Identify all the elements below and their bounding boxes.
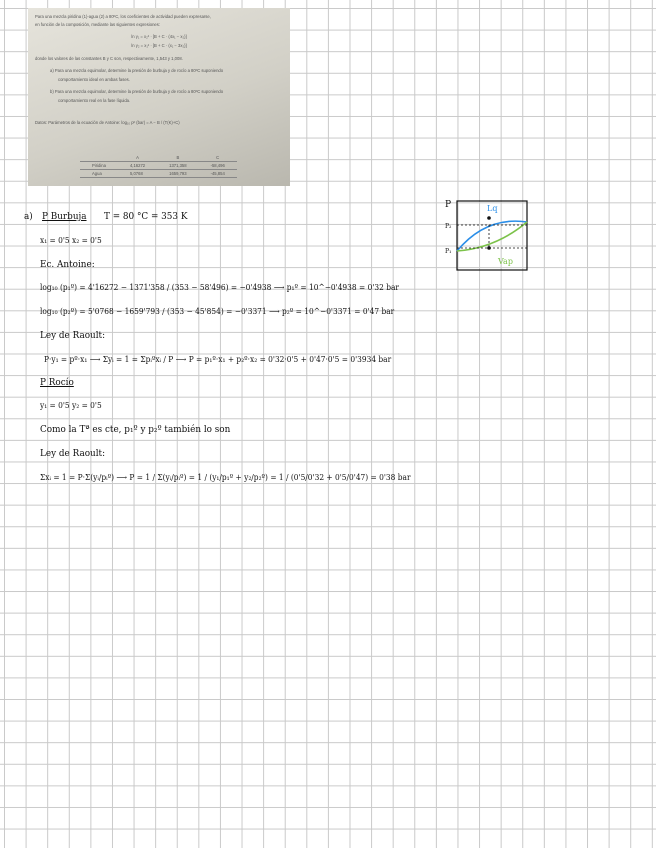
statement-line: Para una mezcla piridina (1)-agua (2) a 80ºC, los coeficientes de actividad pueden expresarse,	[35, 14, 211, 19]
statement-line: donde los valores de las constantes B y C son, respectivamente, 1,543 y 1,008.	[35, 56, 183, 61]
table-cell: Piridina	[80, 162, 118, 170]
table-row	[80, 162, 237, 170]
bubble-pressure-heading: P Burbuja	[42, 211, 87, 222]
upper-curve	[457, 221, 527, 251]
dew-pressure-heading: P Rocío	[40, 377, 74, 388]
pressure-axis-label: P	[445, 200, 452, 210]
table-header: B	[157, 154, 198, 162]
statement-line: b) Para una mezcla equimolar, determine la presión de burbuja y de rocío a 80ºC suponiendo	[50, 89, 224, 94]
antoine-parameter-table	[80, 154, 237, 178]
equation-ln-gamma-1: ln γ₁ = x₂² · [B + C · (4x₁ − x₂)]	[131, 34, 187, 39]
lower-curve	[457, 222, 527, 251]
equation-ln-gamma-2: ln γ₂ = x₁² · [B + C · (x₁ − 3x₂)]	[131, 43, 187, 48]
antoine-equation-2: log₁₀ (p₂º) = 5'0768 − 1659'793 / (353 − 45'854) = −0'3371 ⟶ p₂º = 10^−0'3371 = 0'47 bar	[40, 307, 395, 316]
antoine-equation-1: log₁₀ (p₁º) = 4'16272 − 1371'358 / (353 − 58'496) = −0'4938 ⟶ p₁º = 10^−0'4938 = 0'32 bar	[40, 283, 399, 292]
statement-line: comportamiento ideal en ambas fases.	[58, 77, 130, 82]
constant-temperature-note: Como la Tª es cte, p₁º y p₂º también lo son	[40, 424, 231, 435]
statement-line: en función de la composición, mediante las siguientes expresiones:	[35, 22, 161, 27]
raoult-label: Ley de Raoult:	[40, 448, 106, 459]
table-cell: 1371,358	[157, 162, 198, 170]
raoult-label: Ley de Raoult:	[40, 330, 106, 341]
part-a-label: a)	[24, 211, 33, 222]
table-cell: 4,16272	[118, 162, 157, 170]
table-header: C	[199, 154, 237, 162]
exercise-photo	[28, 8, 290, 186]
statement-line: a) Para una mezcla equimolar, determine la presión de burbuja y de rocío a 80ºC suponiendo	[50, 68, 224, 73]
tick-label-p1: P₁	[445, 248, 452, 255]
table-header: A	[118, 154, 157, 162]
liquid-fractions: x₁ = 0'5 x₂ = 0'5	[40, 236, 102, 245]
table-header	[80, 154, 118, 162]
pressure-composition-diagram	[441, 196, 533, 272]
statement-data-line: Datos: Parámetros de la ecuación de Antoine: log₁₀ pº (bar) = A − B / (T(K)+C)	[35, 120, 180, 125]
point-marker	[487, 216, 491, 220]
table-cell: -58,496	[199, 162, 237, 170]
temperature-line: T = 80 °C = 353 K	[104, 211, 188, 222]
table-cell: 5,0768	[118, 170, 157, 178]
bubble-pressure-equation: P·y₁ = pº·x₁ ⟶ Σyᵢ = 1 = Σpᵢºxᵢ / P ⟶ P = p₁º·x₁ + p₂º·x₂ = 0'32·0'5 + 0'47·0'5 = 0'3934 bar	[44, 355, 392, 364]
upper-curve-label: Lq	[487, 204, 498, 213]
antoine-label: Ec. Antoine:	[40, 259, 95, 270]
tick-label-p2: P₂	[445, 223, 452, 230]
table-cell: Agua	[80, 170, 118, 178]
dew-pressure-equation: Σxᵢ = 1 = P·Σ(yᵢ/pᵢº) ⟶ P = 1 / Σ(yᵢ/pᵢº) = 1 / (y₁/p₁º + y₂/p₂º) = 1 / (0'5/0'32 + 0'5/0'47) = 0'38 bar	[40, 473, 411, 482]
table-cell: -45,854	[199, 170, 237, 178]
table-cell: 1659,793	[157, 170, 198, 178]
table-row	[80, 170, 237, 178]
point-marker	[487, 246, 491, 250]
vapor-fractions: y₁ = 0'5 y₂ = 0'5	[40, 401, 102, 410]
statement-line: comportamiento real en la fase líquida.	[58, 98, 131, 103]
lower-curve-label: Vap	[498, 257, 513, 266]
